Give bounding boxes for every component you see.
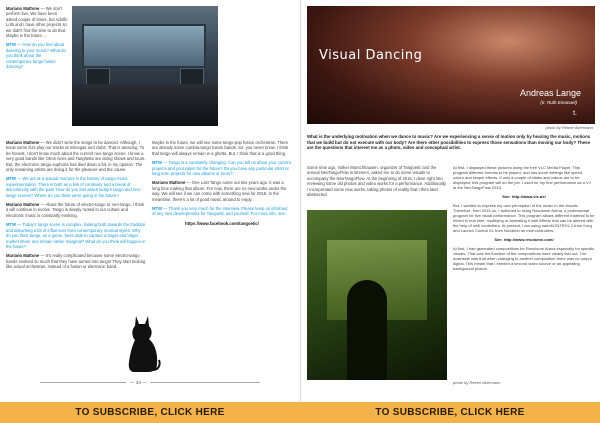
article-title: Visual Dancing xyxy=(319,48,423,63)
answer-text: — One Last Tango came out two years ago. It was a long time making that album. For now, there are no new works under the way. We will see if we can come with something new for 2018. In the meantime, there's a lot of good music around to enjoy. xyxy=(152,180,287,202)
speaker-name: Mariano Mattone xyxy=(6,202,40,208)
facebook-link[interactable]: https://www.facebook.com/tangoetic/ xyxy=(185,220,259,226)
brand-mark: t. xyxy=(573,110,577,117)
answer-paragraph xyxy=(6,140,146,172)
answer-text: — We don't perform live. We have been asked couple of times, but Adolfo Lotti and I have other projects so we didn't find the time to do that. Maybe in the future… xyxy=(6,6,68,39)
right-column-main xyxy=(152,140,292,230)
question-paragraph xyxy=(152,160,292,176)
studio-photo xyxy=(72,6,218,126)
body-paragraph: Maybe in the future, we will see some tango-pop fusion orchestras. There are already some cumbia-tango fusion bands. So, you never know. I think that tango will always remain in a ghetto. But, I think that is a good thing. xyxy=(152,140,289,156)
answer-paragraph xyxy=(6,253,146,269)
article-column-left xyxy=(307,165,447,201)
page-rule-left xyxy=(40,382,126,383)
answer-text: — About the future of electro-tango or neo-tango, I think it will continue to evolve. Tango is deeply rooted in our culture and electronic music is constantly evolving. xyxy=(6,202,145,218)
article-translator: (tr. Ruth Emanuel) xyxy=(540,100,577,105)
cat-silhouette-icon xyxy=(122,312,162,374)
question-paragraph xyxy=(6,42,68,69)
interviewer-tag: MTW xyxy=(6,176,16,182)
question-text: — Tango is a constantly changing. Can you tell us about your current projects and your plans for the future? Do you have any particular short or long term projects for new albums or tours? xyxy=(152,160,291,177)
page-rule-right xyxy=(150,382,260,383)
photo-credit: photo by Reiner Akermann xyxy=(545,125,593,130)
visual-dancing-photo xyxy=(307,6,595,124)
mixing-desk xyxy=(72,84,218,126)
vlc-link[interactable]: See: http://www.vlc.de/ xyxy=(502,194,546,199)
body-paragraph: At first, I displayed these pictures using the free VLC Media Player. This program different formats to be played, and has some settings like speed, colour and simple effects. If only a couple of slides and videos are to be displayed, this program will do the job. I used for my first performance as a VJ at the NeoTangoFlow 2015. xyxy=(453,165,591,190)
body-paragraph: Some time ago, Volker Marschhausen, organizer of Tangoetic and the annual NeoTangoFlow in Bremen, asked me to do some visuals to accompany the NeoTangoFlow. At the beginning of 2015, I dove right into reviewing some old photos and video works for a performance. Additionally, I incorporated some new works, taking photos of reality that I then later abstracted. xyxy=(307,165,447,198)
left-column-top xyxy=(6,6,68,73)
photo-credit-bottom: photo by Reiner Akermann xyxy=(453,380,501,385)
article-author: Andreas Lange xyxy=(519,88,581,98)
resolume-link[interactable]: See: http://www.resolume.com/ xyxy=(494,237,554,242)
subscribe-label[interactable]: TO SUBSCRIBE, CLICK HERE xyxy=(375,407,525,418)
person-silhouette xyxy=(347,280,387,380)
article-intro: What is the underlying motivation when we dance to music? Are we experiencing a sense of motion only by hearing the music, motions that we build but do not execute with our body? Are there other possibilities to express those sensations than moving our body? These are the questions that interest me as a photo, video and conceptual artist. xyxy=(307,134,591,151)
answer-text: — We didn't write the songs to be danced. Although, I know some DJs play our tracks at milongas and clubs. That is amazing. To be honest, I don't know much about the current neo-tango scene. I know a very good bands like Otros Aires and Tanghetto are doing shows and tours. But, the electronic tango euphoria has died down a bit, in my opinion. The only remaining artists are doing it for the pleasure and the cause. xyxy=(6,140,146,173)
interviewer-tag: MTW xyxy=(6,42,16,48)
answer-paragraph xyxy=(6,6,68,38)
question-text: — How do you feel about dancing to your music? What do you think about the contemporary tango fusion dancing? xyxy=(6,42,66,70)
question-paragraph xyxy=(152,206,292,217)
body-paragraph: At first, I had generated compositions for Resolume Arena especially for specific visuals. That was the function of the compositions were clearly laid out. The downside was that when changing to another composition there was no output signal. This meant that I needed a second video source or an appealing background picture. xyxy=(453,246,595,271)
interviewer-tag: MTW xyxy=(6,222,16,228)
answer-paragraph xyxy=(152,180,292,202)
speaker-name: Mariano Mattone xyxy=(6,6,40,11)
left-column-main xyxy=(6,140,146,274)
article-column-right xyxy=(453,165,595,275)
studio-window xyxy=(82,24,206,68)
interviewer-tag: MTW xyxy=(152,160,162,166)
subscribe-banner-left[interactable] xyxy=(0,402,300,423)
page-number: — 34 — xyxy=(130,380,147,385)
left-page xyxy=(0,0,300,402)
question-paragraph xyxy=(6,176,146,198)
right-page xyxy=(300,0,600,402)
speaker-name: Mariano Mattone xyxy=(6,253,40,259)
question-paragraph xyxy=(6,222,146,249)
question-text: — Thank you very much for the interview. Please keep us informed of any new developments for Tangoetic and yourself. For more info, see: xyxy=(152,206,288,217)
interviewer-tag: MTW xyxy=(152,206,162,212)
subscribe-banner-right[interactable] xyxy=(300,402,600,423)
projection-photo xyxy=(307,210,447,380)
question-text: — Today's tango scene is complex, looking both towards the tradition and absorbing a lot of influences from contemporary musical styles. Why do you think tango, as a genre, been able to capture a larger and larger market share and remain rather marginal? What do you think will happen in the future? xyxy=(6,222,146,249)
subscribe-label[interactable]: TO SUBSCRIBE, CLICK HERE xyxy=(75,407,225,418)
answer-text: — It's really complicated because some electro-tango bands evolved so much that they have turned into tango! They start looking like actual orchestras, instead of a fusion or electronic band. xyxy=(6,253,146,270)
speaker-name: Mariano Mattone xyxy=(152,180,186,186)
answer-paragraph xyxy=(6,202,146,218)
speaker-name: Mariano Mattone xyxy=(6,140,40,145)
question-text: — We are at a special moment in the history of tango music experimentation. There is both as a link of continuity and a break of discontinuity with the past. How do you feel about today's tango and neo-tango scenes? Where do you think we're going in the future? xyxy=(6,176,142,198)
body-paragraph: But, I wanted to express my own perception of the music in the visuals. Therefore, from 2015 on, I switched to using Resolume Arena, a professional program for live visual performance. This program allows different material to be mixed in real time, modifying or animating it with effects that can be altered with the help of midi controllers. At present, I am using nanoKONTROL 2 from Korg and Launch Control XL from Novation as midi controllers. xyxy=(453,203,595,233)
